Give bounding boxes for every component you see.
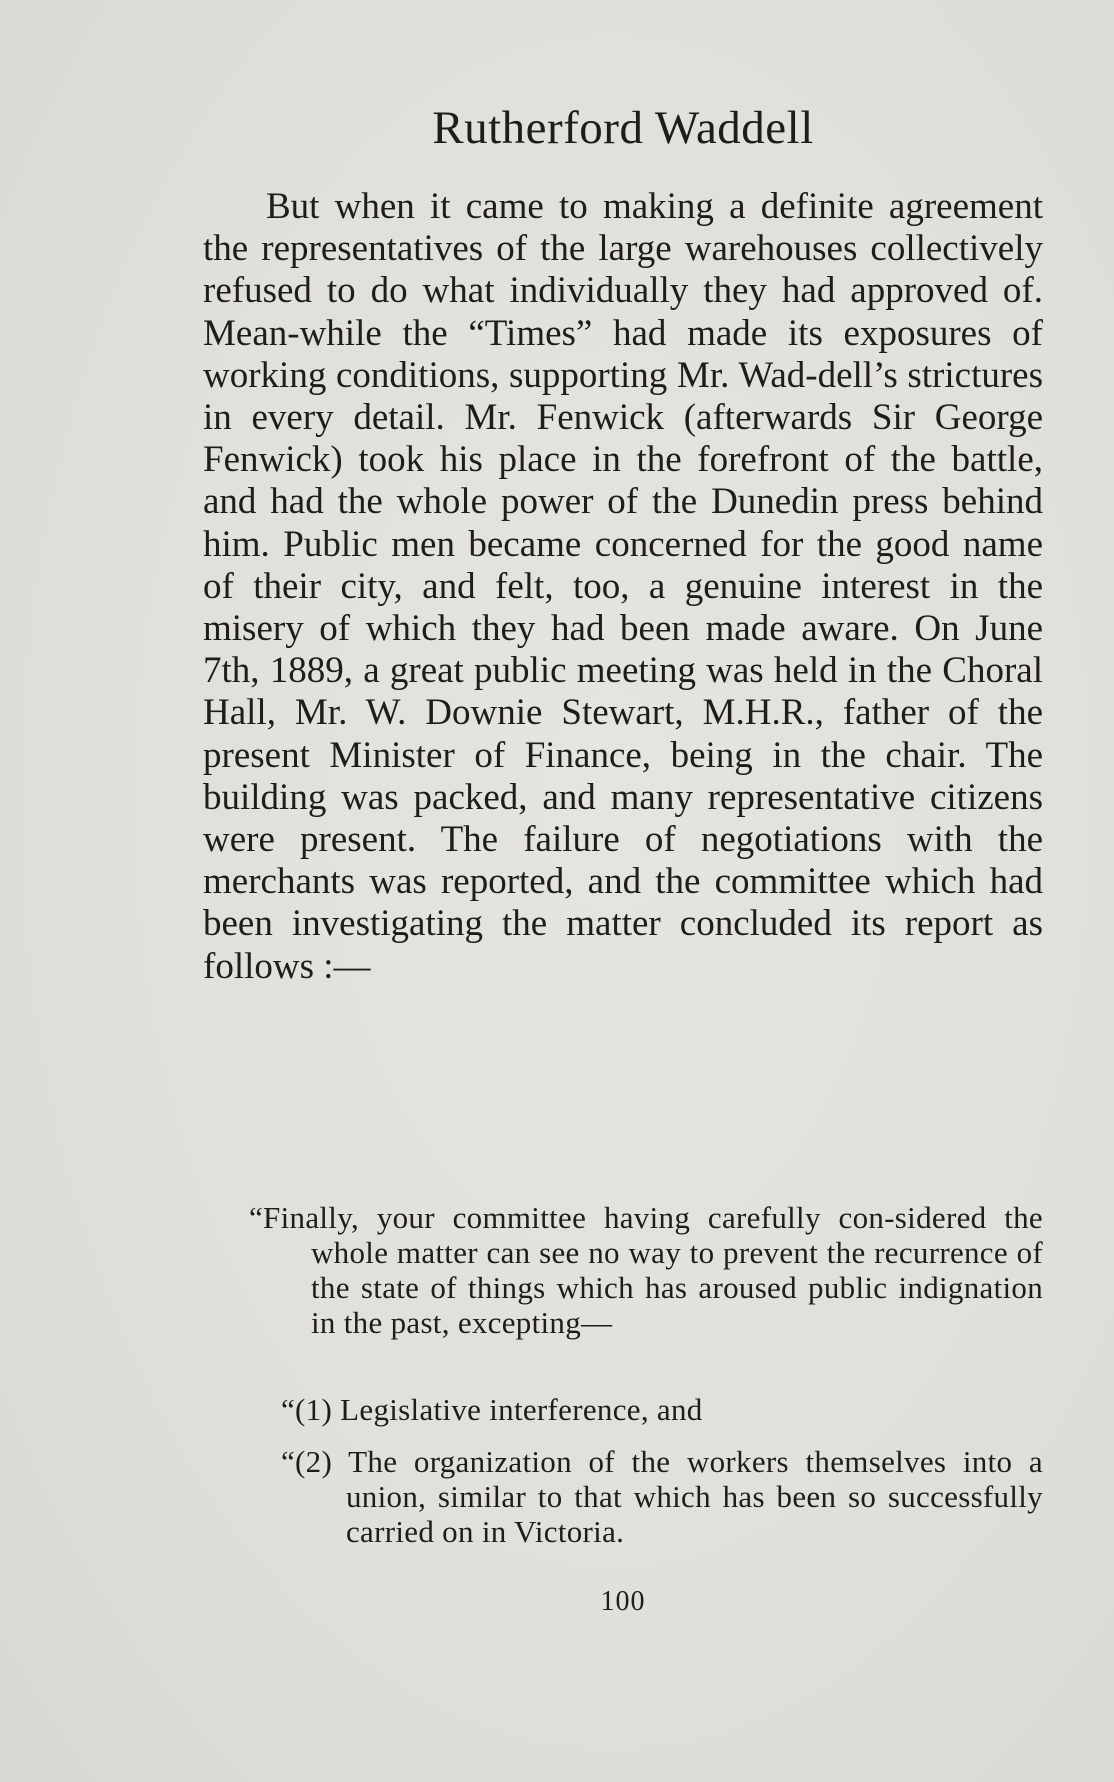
page-number: 100 xyxy=(600,1586,646,1617)
running-head: Rutherford Waddell xyxy=(432,102,814,154)
block-quote-item-1: “(1) Legislative interference, and xyxy=(281,1392,703,1427)
block-quote-item-2: “(2) The organization of the workers themselves into a union, similar to that which has been so successfully carried on in Victoria. xyxy=(281,1444,1043,1549)
body-paragraph: But when it came to making a definite agreement the representatives of the large warehouses collectively refused to do what individually they had approved of. Mean-while the “Times” had made its exposures of working conditions, supporting Mr. Wad-dell’s strictures in every detail. Mr. Fenwick (afterwards Sir George Fenwick) took his place in the forefront of the battle, and had the whole power of the Dunedin press behind him. Public men became concerned for the good name of their city, and felt, too, a genuine interest in the misery of which they had been made aware. On June 7th, 1889, a great public meeting was held in the Choral Hall, Mr. W. Downie Stewart, M.H.R., father of the present Minister of Finance, being in the chair. The building was packed, and many representative citizens were present. The failure of negotiations with the merchants was reported, and the committee which had been investigating the matter concluded its report as follows :— xyxy=(203,186,1043,987)
block-quote-paragraph: “Finally, your committee having carefully con-sidered the whole matter can see no way to prevent the recurrence of the state of things which has aroused public indignation in the past, excepting— xyxy=(249,1200,1043,1340)
